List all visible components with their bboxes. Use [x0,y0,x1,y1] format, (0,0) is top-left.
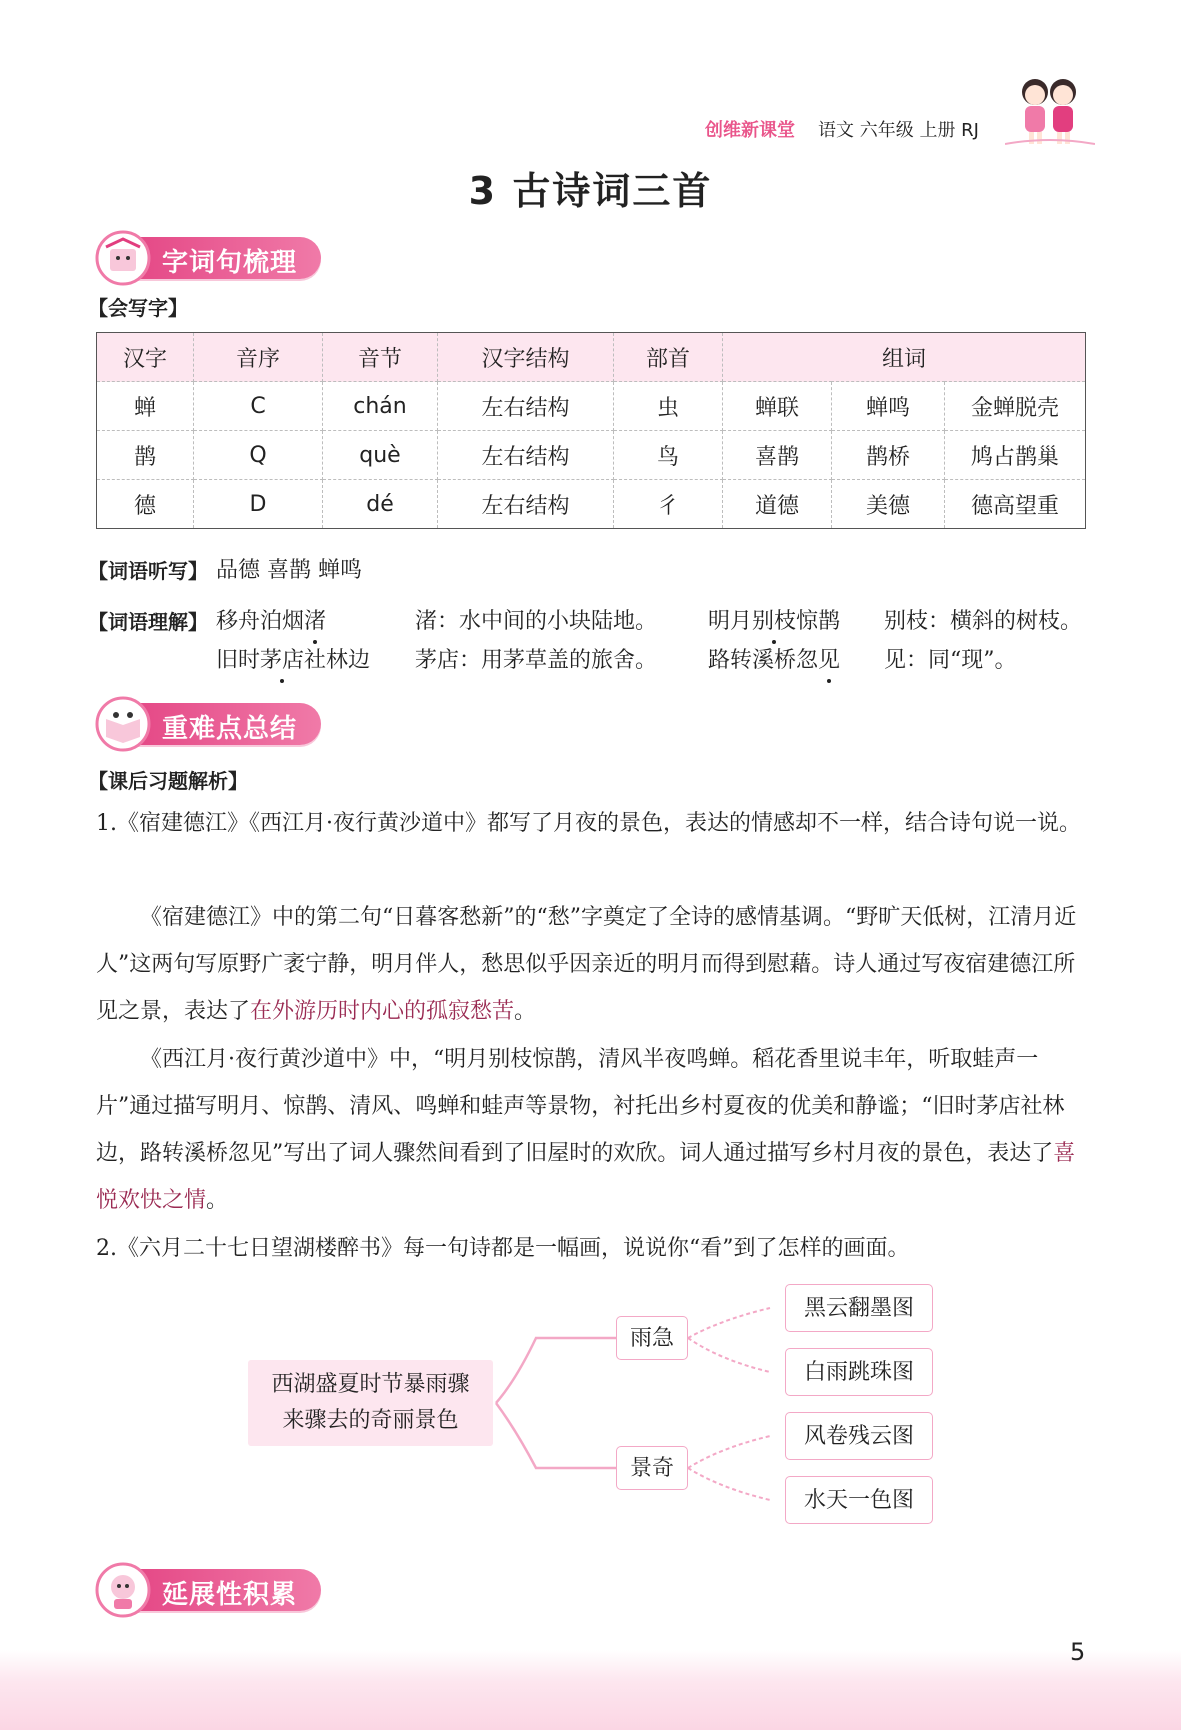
answer-highlight: 喜悦欢快之情 [96,1141,1076,1213]
phrase-explain: 别枝：横斜的树枝。 [884,609,1083,634]
phrase-key: 渚 [304,609,327,634]
table-header: 音节 [323,333,438,382]
section-title: 重难点总结 [162,714,298,744]
table-row [97,382,1086,431]
cell-char: 德 [97,480,194,529]
question-1: 1.《宿建德江》《西江月·夜行黄沙道中》都写了月夜的景色，表达的情感却不一样，结合诗句说一说。 [96,811,1081,836]
cartoon-kids-icon [1005,70,1095,150]
phrase-part: 移舟泊烟 [216,609,305,634]
mind-map-root-line: 来骤去的奇丽景色 [282,1408,459,1433]
cell-word: 鹊桥 [832,431,945,480]
page-title: 3 古诗词三首 [468,169,713,213]
mind-map-leaf: 黑云翻墨图 [785,1284,933,1332]
phrase-part: 惊鹊 [796,609,841,634]
write-chars-table [96,332,1086,529]
phrase [708,604,840,635]
header-book-info: 语文 六年级 上册 RJ [818,120,979,141]
phrase-key: 见 [818,648,841,673]
cell-radical: 虫 [614,382,723,431]
section-title: 延展性积累 [162,1580,298,1610]
mind-map-root [248,1360,493,1446]
phrase-explain: 渚：水中间的小块陆地。 [415,609,658,634]
table-row [97,431,1086,480]
answer-2 [96,1036,1086,1224]
phrase-part: 社林边 [304,648,371,673]
footer-band [0,1650,1181,1730]
phrase-explain: 茅店：用茅草盖的旅舍。 [415,648,658,673]
mind-map-leaf: 白雨跳珠图 [785,1348,933,1396]
section-badge-2 [96,703,321,745]
mind-map-leaf: 水天一色图 [785,1476,933,1524]
phrase [216,604,326,635]
phrase-key: 茅店 [260,648,305,673]
cell-pinyin: dé [323,480,438,529]
phrase [216,643,370,674]
mind-map-leaf: 风卷残云图 [785,1412,933,1460]
table-row [97,480,1086,529]
mind-map-branch: 雨急 [616,1316,688,1360]
table-header: 汉字 [97,333,194,382]
cell-word: 喜鹊 [723,431,832,480]
phrase-key: 别枝 [752,609,797,634]
cell-structure: 左右结构 [438,480,614,529]
phrase-explain: 见：同“现”。 [884,648,1017,673]
cell-word: 金蝉脱壳 [945,382,1086,431]
cell-pinyin: chán [323,382,438,431]
cell-word: 蝉鸣 [832,382,945,431]
cell-radical: 彳 [614,480,723,529]
answer-text: 。 [514,999,537,1024]
dictation-words: 品德 喜鹊 蝉鸣 [216,558,362,583]
cell-char: 鹊 [97,431,194,480]
mascot-icon [94,1561,152,1619]
book-mascot-icon [94,229,152,287]
cell-word: 鸠占鹊巢 [945,431,1086,480]
mind-map-branch: 景奇 [616,1446,688,1490]
cell-radical: 鸟 [614,431,723,480]
book-mascot-icon [94,695,152,753]
cell-structure: 左右结构 [438,431,614,480]
answer-text: 。 [206,1188,229,1213]
answer-1 [96,894,1086,1035]
answer-highlight: 在外游历时内心的孤寂愁苦 [250,999,515,1024]
cell-word: 蝉联 [723,382,832,431]
table-header: 音序 [194,333,323,382]
cell-pinyin: què [323,431,438,480]
cell-word: 美德 [832,480,945,529]
section-title: 字词句梳理 [162,248,298,278]
phrase-part: 明月 [708,609,753,634]
cell-index: C [194,382,323,431]
understanding-label: 【词语理解】 [88,610,208,634]
cell-structure: 左右结构 [438,382,614,431]
cell-index: Q [194,431,323,480]
exercises-label: 【课后习题解析】 [88,769,248,793]
table-header: 部首 [614,333,723,382]
mind-map [240,1280,940,1540]
table-header-row [97,333,1086,382]
phrase-part: 路转溪桥忽 [708,648,819,673]
dictation-label: 【词语听写】 [88,559,208,583]
phrase [708,643,840,674]
answer-text: 《宿建德江》中的第二句“日暮客愁新”的“愁”字奠定了全诗的感情基调。“野旷天低树，江清月近人”这两句写原野广袤宁静，明月伴人，愁思似乎因亲近的明月而得到慰藉。诗人通过写夜宿建德江所见之景，表达了 [96,905,1077,1024]
table-header: 组词 [723,333,1086,382]
cell-index: D [194,480,323,529]
section-badge-1 [96,237,321,279]
write-chars-label: 【会写字】 [88,296,188,320]
cell-word: 德高望重 [945,480,1086,529]
cell-word: 道德 [723,480,832,529]
section-badge-3 [96,1569,321,1611]
phrase-part: 旧时 [216,648,261,673]
page-number: 5 [1070,1638,1086,1666]
answer-text: 《西江月·夜行黄沙道中》中，“明月别枝惊鹊，清风半夜鸣蝉。稻花香里说丰年，听取蛙声一片”通过描写明月、惊鹊、清风、鸣蝉和蛙声等景物，衬托出乡村夏夜的优美和静谧；“旧时茅店社林边，路转溪桥忽见”写出了词人骤然间看到了旧屋时的欢欣。词人通过描写乡村月夜的景色，表达了 [96,1047,1065,1166]
question-2: 2.《六月二十七日望湖楼醉书》每一句诗都是一幅画，说说你“看”到了怎样的画面。 [96,1236,910,1261]
cell-char: 蝉 [97,382,194,431]
header-brand: 创维新课堂 [705,120,795,141]
mind-map-root-line: 西湖盛夏时节暴雨骤 [271,1372,470,1397]
table-header: 汉字结构 [438,333,614,382]
